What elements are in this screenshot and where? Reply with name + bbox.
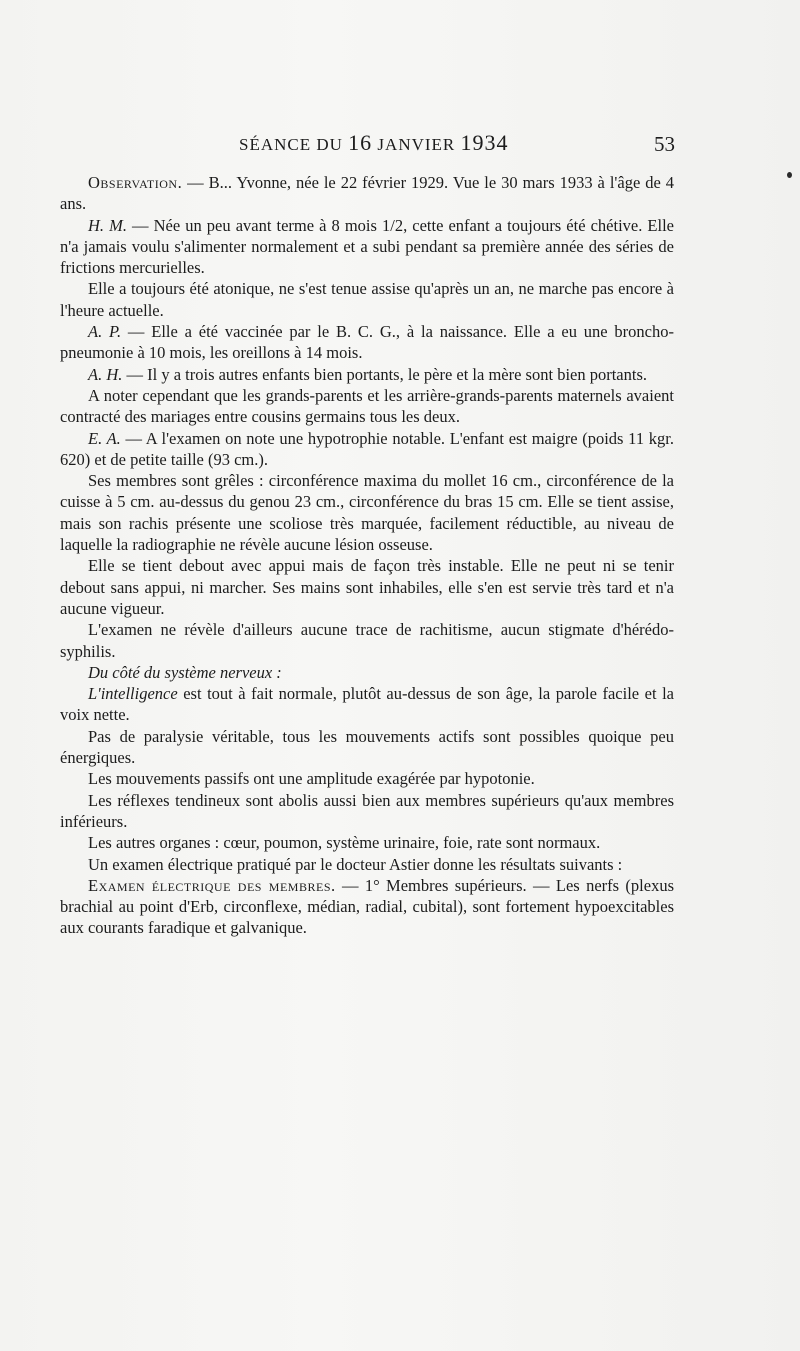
paragraph-atony (60, 278, 674, 321)
paragraph-passive-movements (60, 768, 674, 789)
paragraph-lead: E. A. (88, 428, 121, 448)
paragraph-text: Les mouvements passifs ont une amplitude exagérée par hypotonie. (88, 769, 535, 789)
paragraph-lead: Examen électrique des membres. (88, 875, 336, 895)
paragraph-lead: L'intelligence (88, 684, 178, 704)
paragraph-observation (60, 172, 674, 215)
page-header (0, 126, 800, 166)
paragraph-text: Elle se tient debout avec appui mais de façon très instable. Elle ne peut ni se tenir debout sans appui, ni marcher. Ses mains sont inhabiles, elle s'en est servie très tard et n'a aucune vigueur. (60, 556, 674, 618)
paragraph-text: — Née un peu avant terme à 8 mois 1/2, cette enfant a toujours été chétive. Elle n'a jamais voulu s'alimenter normalement et a subi pendant sa première année des séries de frictions mercurielles. (60, 215, 674, 278)
paragraph-other-organs (60, 832, 674, 853)
paragraph-history (60, 215, 674, 279)
paragraph-reflexes (60, 790, 674, 833)
paragraph-paralysis (60, 726, 674, 769)
running-title (239, 130, 509, 156)
title-day: 16 (348, 130, 373, 155)
title-prefix: SÉANCE DU (239, 135, 349, 154)
paragraph-measurements (60, 470, 674, 555)
paragraph-family-history (60, 364, 674, 385)
body-text (60, 172, 674, 939)
page-number: 53 (654, 132, 675, 156)
paragraph-lead: Observation. (88, 173, 183, 192)
paragraph-intelligence (60, 683, 674, 726)
paragraph-text: — Il y a trois autres enfants bien portants, le père et la mère sont bien portants. (122, 364, 648, 384)
title-year: 1934 (460, 130, 509, 155)
paragraph-text: Pas de paralysie véritable, tous les mouvements actifs sont possibles quoique peu énergiques. (60, 726, 674, 768)
paragraph-consanguinity (60, 385, 674, 428)
paragraph-text: Les réflexes tendineux sont abolis aussi bien aux membres supérieurs qu'aux membres inférieurs. (60, 790, 674, 831)
paragraph-text: Les autres organes : cœur, poumon, système urinaire, foie, rate sont normaux. (88, 833, 601, 853)
paragraph-standing (60, 555, 674, 619)
paragraph-electrical-exam (60, 875, 674, 939)
paragraph-text: Un examen électrique pratiqué par le docteur Astier donne les résultats suivants : (88, 854, 623, 874)
paragraph-lead: Du côté du système nerveux : (88, 662, 282, 682)
paragraph-lead: A. H. (88, 364, 123, 384)
paragraph-rickets (60, 619, 674, 662)
title-month: JANVIER (372, 135, 461, 154)
paragraph-text: est tout à fait normale, plutôt au-dessus de son âge, la parole facile et la voix nette. (60, 684, 674, 725)
paragraph-text: Ses membres sont grêles : circonférence maxima du mollet 16 cm., circonférence de la cuisse à 5 cm. au-dessus du genou 23 cm., circonférence du bras 15 cm. Elle se tient assise, mais son rachis présente une scoliose très marquée, facilement réductible, au niveau de laquelle la radiographie ne révèle aucune lésion osseuse. (60, 471, 674, 555)
paragraph-text: — 1° Membres supérieurs. — Les nerfs (plexus brachial au point d'Erb, circonflexe, médian, radial, cubital), sont fortement hypoexcitables aux courants faradique et galvanique. (60, 875, 674, 938)
paragraph-lead: H. M. (88, 215, 127, 235)
paragraph-personal-history (60, 321, 674, 364)
paragraph-text: — B... Yvonne, née le 22 février 1929. Vue le 30 mars 1933 à l'âge de 4 ans. (60, 173, 674, 214)
paragraph-text: L'examen ne révèle d'ailleurs aucune trace de rachitisme, aucun stigmate d'hérédo-syphilis. (60, 620, 674, 661)
paragraph-nervous-system (60, 662, 674, 683)
paragraph-text: A noter cependant que les grands-parents et les arrière-grands-parents maternels avaient contracté des mariages entre cousins germains tous les deux. (60, 385, 674, 427)
paragraph-text: Elle a toujours été atonique, ne s'est tenue assise qu'après un an, ne marche pas encore à l'heure actuelle. (60, 279, 674, 320)
paragraph-examination (60, 428, 674, 471)
paragraph-text: — Elle a été vaccinée par le B. C. G., à la naissance. Elle a eu une broncho-pneumonie à 10 mois, les oreillons à 14 mois. (60, 322, 674, 363)
paragraph-electrical-intro (60, 854, 674, 875)
paragraph-text: — A l'examen on note une hypotrophie notable. L'enfant est maigre (poids 11 kgr. 620) et de petite taille (93 cm.). (60, 428, 674, 469)
ink-spot (787, 172, 792, 178)
paragraph-lead: A. P. (88, 322, 122, 342)
